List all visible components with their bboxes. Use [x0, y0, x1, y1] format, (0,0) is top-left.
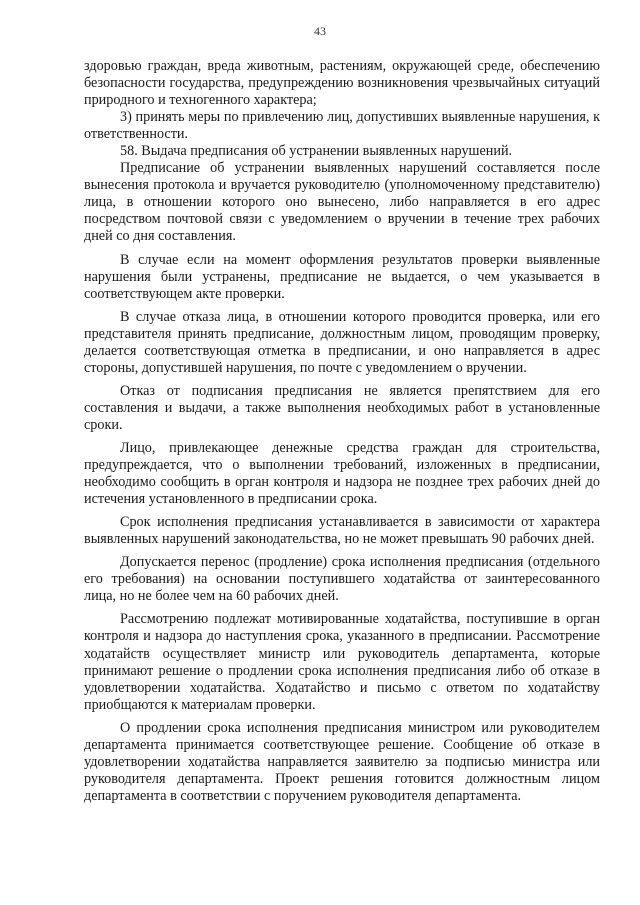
page-number: 43: [314, 24, 326, 38]
paragraph: 58. Выдача предписания об устранении выявленных нарушений.: [120, 143, 513, 160]
paragraph: В случае если на момент оформления результатов проверки выявленные нарушения были устранены, предписание не выдается, о чем указывается в соответствующем акте проверки.: [84, 251, 600, 302]
paragraph: О продлении срока исполнения предписания министром или руководителем департамента принимается соответствующее решение. Сообщение об отказе в удовлетворении ходатайства направляется заявителю за подписью министра или руководителя департамента. Проект решения готовится должностным лицом департамента в соответствии с поручением руководителя департамента.: [84, 719, 600, 804]
paragraph: Отказ от подписания предписания не является препятствием для его составления и выдачи, а также выполнения необходимых работ в установленные сроки.: [84, 382, 600, 433]
paragraph: здоровью граждан, вреда животным, растениям, окружающей среде, обеспечению безопасности государства, предупреждению возникновения чрезвычайных ситуаций природного и техногенного характера;: [84, 58, 600, 109]
paragraph: Рассмотрению подлежат мотивированные ходатайства, поступившие в орган контроля и надзора до наступления срока, указанного в предписании. Рассмотрение ходатайств осуществляет министр или руководитель департамента, которые принимают решение о продлении срока исполнения предписания либо об отказе в удовлетворении ходатайства. Ходатайство и письмо с ответом по ходатайству приобщаются к материалам проверки.: [84, 611, 600, 713]
paragraph: Срок исполнения предписания устанавливается в зависимости от характера выявленных нарушений законодательства, но не может превышать 90 рабочих дней.: [84, 514, 600, 548]
document-body: [84, 58, 600, 805]
paragraph: Лицо, привлекающее денежные средства граждан для строительства, предупреждается, что о выполнении требований, изложенных в предписании, необходимо сообщить в орган контроля и надзора не позднее трех рабочих дней до истечения установленного в предписании срока.: [84, 439, 600, 508]
paragraph: Допускается перенос (продление) срока исполнения предписания (отдельного его требования) на основании поступившего ходатайства от заинтересованного лица, но не более чем на 60 рабочих дней.: [84, 554, 600, 605]
paragraph: В случае отказа лица, в отношении которого проводится проверка, или его представителя принять предписание, должностным лицом, проводящим проверку, делается соответствующая отметка в предписании, и оно направляется в адрес стороны, допустившей нарушения, по почте с уведомлением о вручении.: [84, 308, 600, 376]
paragraph: 3) принять меры по привлечению лиц, допустивших выявленные нарушения, к ответственности.: [84, 109, 600, 143]
paragraph: Предписание об устранении выявленных нарушений составляется после вынесения протокола и вручается руководителю (уполномоченному представителю) лица, в отношении которого оно вынесено, либо направляется в его адрес посредством почтовой связи с уведомлением о вручении в течение трех рабочих дней со дня составления.: [84, 160, 600, 245]
